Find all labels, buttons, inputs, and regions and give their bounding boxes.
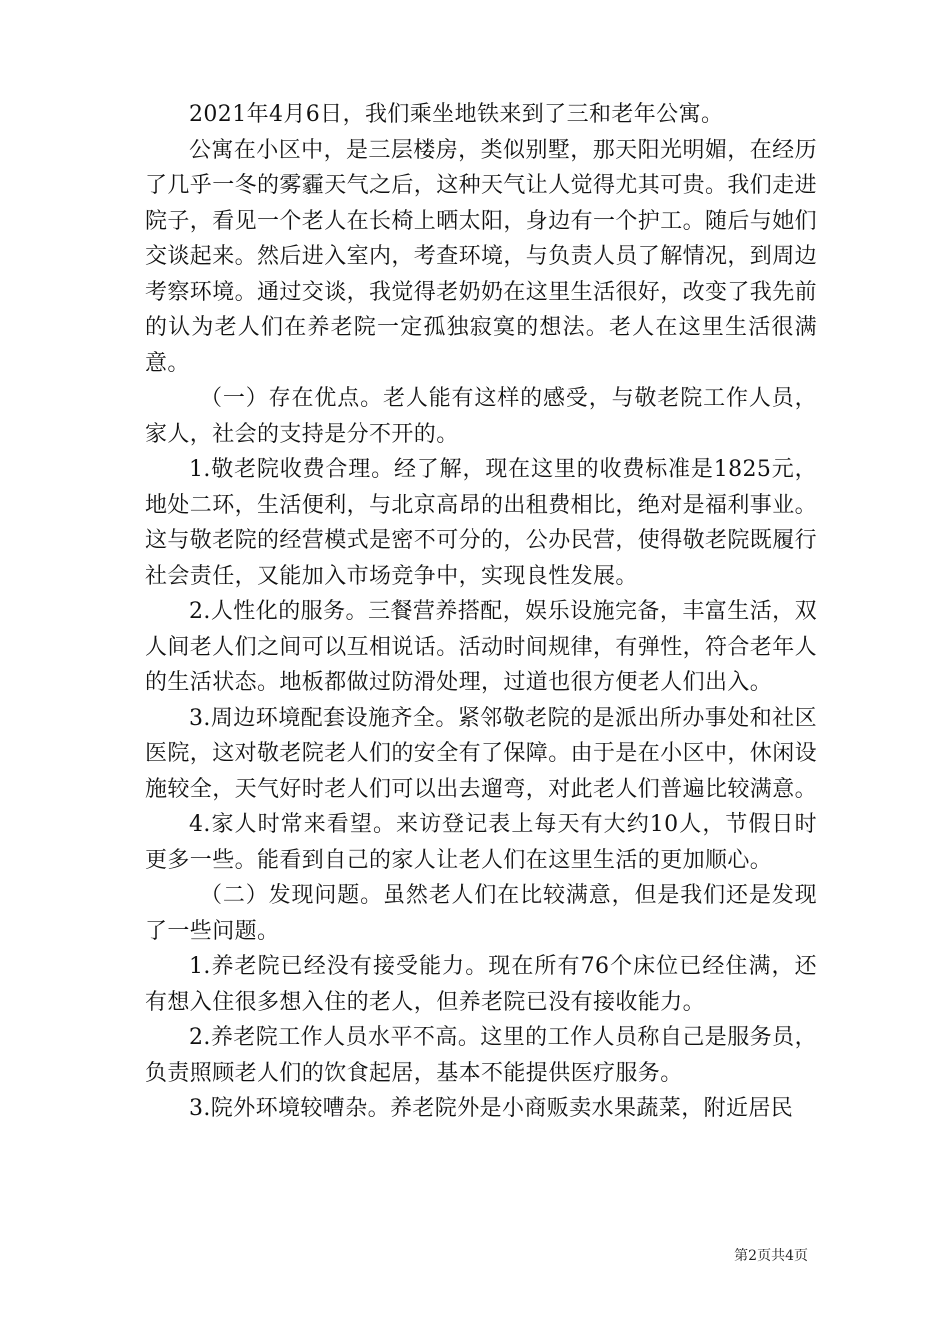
paragraph-problem-3: 3.院外环境较嘈杂。养老院外是小商贩卖水果蔬菜，附近居民 bbox=[189, 1096, 794, 1121]
paragraph-section-problems: （二）发现问题。虽然老人们在比较满意，但是我们还是发现了一些问题。 bbox=[145, 883, 817, 944]
paragraph-advantage-1: 1.敬老院收费合理。经了解，现在这里的收费标准是1825元，地处二环，生活便利，与北京高昂的出租费相比，绝对是福利事业。这与敬老院的经营模式是密不可分的，公办民营，使得敬老院既履行社会责任，又能加入市场竞争中，实现良性发展。 bbox=[145, 457, 818, 589]
paragraph-advantage-3: 3.周边环境配套设施齐全。紧邻敬老院的是派出所办事处和社区医院，这对敬老院老人们的安全有了保障。由于是在小区中，休闲设施较全，天气好时老人们可以出去遛弯，对此老人们普遍比较满意。 bbox=[145, 705, 818, 802]
paragraph-problem-1: 1.养老院已经没有接受能力。现在所有76个床位已经住满，还有想入住很多想入住的老人，但养老院已没有接收能力。 bbox=[145, 954, 817, 1015]
paragraph-advantage-2: 2.人性化的服务。三餐营养搭配，娱乐设施完备，丰富生活，双人间老人们之间可以互相说话。活动时间规律，有弹性，符合老年人的生活状态。地板都做过防滑处理，过道也很方便老人们出入。 bbox=[145, 599, 818, 695]
paragraph-problem-2: 2.养老院工作人员水平不高。这里的工作人员称自己是服务员，负责照顾老人们的饮食起居，基本不能提供医疗服务。 bbox=[145, 1025, 817, 1086]
paragraph-apartment-intro: 公寓在小区中，是三层楼房，类似别墅，那天阳光明媚，在经历了几乎一冬的雾霾天气之后，这种天气让人觉得尤其可贵。我们走进院子，看见一个老人在长椅上晒太阳，身边有一个护工。随后与她们交谈起来。然后进入室内，考查环境，与负责人员了解情况，到周边考察环境。通过交谈，我觉得老奶奶在这里生活很好，改变了我先前的认为老人们在养老院一定孤独寂寞的想法。老人在这里生活很满意。 bbox=[145, 137, 818, 376]
paragraph-date: 2021年4月6日，我们乘坐地铁来到了三和老年公寓。 bbox=[189, 102, 724, 127]
page-number: 第2页共4页 bbox=[734, 1248, 808, 1264]
paragraph-section-advantages: （一）存在优点。老人能有这样的感受，与敬老院工作人员，家人，社会的支持是分不开的。 bbox=[145, 386, 817, 447]
document-body bbox=[145, 97, 817, 1127]
paragraph-advantage-4: 4.家人时常来看望。来访登记表上每天有大约10人，节假日时更多一些。能看到自己的家人让老人们在这里生活的更加顺心。 bbox=[145, 812, 817, 873]
